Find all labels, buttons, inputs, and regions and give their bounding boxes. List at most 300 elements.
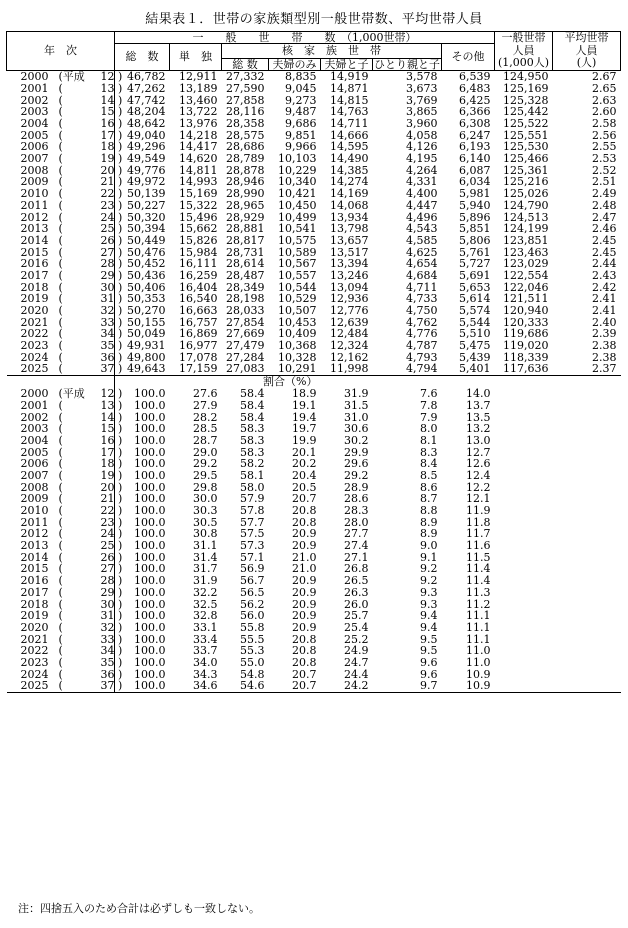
year-era: ( [58, 515, 63, 529]
count-cell: 123,463 [503, 245, 549, 259]
ratio-cell: 9.4 [420, 620, 438, 634]
count-cell: 27,083 [222, 363, 269, 375]
year-era: ( [58, 492, 63, 506]
year-close-paren: ) [114, 492, 123, 506]
ratio-cell: 56.2 [240, 597, 265, 611]
ratio-row [7, 540, 621, 552]
ratio-cell [495, 668, 553, 680]
table-title: 結果表１．世帯の家族類型別一般世帯数、平均世帯人員 [145, 12, 483, 27]
year-era: ( [58, 433, 63, 447]
year-western: 2004 [20, 117, 49, 131]
ratio-cell: 100.0 [134, 422, 166, 436]
year-western: 2014 [20, 550, 49, 564]
ratio-cell: 30.8 [193, 527, 218, 541]
year-era: ( [58, 597, 63, 611]
ratio-row [7, 551, 621, 563]
ratio-cell: 20.1 [292, 445, 317, 459]
ratio-cell: 11.5 [466, 550, 491, 564]
year-cell [7, 81, 123, 95]
ratio-cell: 8.6 [420, 480, 438, 494]
ratio-cell: 54.6 [222, 680, 269, 692]
ratio-cell: 32.5 [193, 597, 218, 611]
count-cell: 6,087 [459, 163, 491, 177]
count-cell: 2.51 [592, 175, 617, 189]
count-cell: 4,331 [406, 175, 438, 189]
ratio-cell [553, 481, 621, 493]
year-western: 2010 [20, 187, 49, 201]
ratio-cell [495, 551, 553, 563]
year-cell [7, 292, 123, 306]
count-cell: 17,159 [170, 363, 222, 375]
ratio-cell [553, 622, 621, 634]
count-cell: 3,865 [406, 105, 438, 119]
ratio-cell: 8.9 [420, 527, 438, 541]
count-cell: 124,790 [503, 198, 549, 212]
count-cell: 47,262 [127, 81, 166, 95]
year-era: ( [58, 457, 63, 471]
count-cell: 2.63 [592, 93, 617, 107]
ratio-cell: 12.6 [466, 457, 491, 471]
year-era-number: 36 [100, 350, 115, 364]
ratio-cell: 55.8 [240, 620, 265, 634]
ratio-cell: 9.6 [420, 655, 438, 669]
ratio-cell: 26.0 [344, 597, 369, 611]
year-close-paren: ) [114, 515, 123, 529]
count-cell: 2.38 [592, 339, 617, 353]
year-era: ( [58, 140, 63, 154]
count-cell: 123,029 [503, 257, 549, 271]
ratio-row [7, 516, 621, 528]
count-cell: 4,264 [406, 163, 438, 177]
year-era-number: 25 [100, 539, 115, 553]
ratio-cell: 8.4 [420, 457, 438, 471]
year-era-number: 28 [100, 257, 115, 271]
ratio-row [7, 435, 621, 447]
ratio-row [7, 575, 621, 587]
year-era-number: 32 [100, 304, 115, 318]
count-cell: 4,126 [406, 140, 438, 154]
ratio-cell: 55.5 [240, 632, 265, 646]
count-cell: 12,936 [330, 292, 369, 306]
ratio-cell: 10.9 [442, 680, 495, 692]
year-cell [7, 433, 123, 447]
year-close-paren: ) [114, 504, 123, 518]
header-pop-l1: 一般世帯 [501, 31, 546, 44]
ratio-cell: 29.8 [193, 480, 218, 494]
count-cell: 2.53 [592, 152, 617, 166]
header-avg-l2: 人員 [575, 43, 598, 57]
count-row [7, 83, 621, 95]
year-cell [7, 679, 123, 693]
ratio-cell: 100.0 [134, 585, 166, 599]
count-cell: 10,229 [278, 163, 317, 177]
ratio-cell: 20.8 [292, 644, 317, 658]
year-era-number: 28 [100, 574, 115, 588]
year-era: ( [58, 128, 63, 142]
year-western: 2009 [20, 492, 49, 506]
year-era: ( [58, 93, 63, 107]
ratio-cell [553, 435, 621, 447]
ratio-cell: 34.0 [193, 655, 218, 669]
year-era-number: 23 [100, 515, 115, 529]
ratio-cell: 100.0 [134, 667, 166, 681]
ratio-section [7, 375, 621, 388]
ratio-cell: 11.4 [466, 562, 491, 576]
year-western: 2002 [20, 93, 49, 107]
year-western: 2006 [20, 457, 49, 471]
year-cell [7, 585, 123, 599]
header-nuclear: 核 家 族 世 帯 [222, 44, 442, 59]
count-cell: 2.55 [592, 140, 617, 154]
ratio-cell: 11.1 [466, 609, 491, 623]
ratio-cell: 100.0 [134, 539, 166, 553]
year-western: 2016 [20, 257, 49, 271]
ratio-row [7, 481, 621, 493]
count-cell: 50,452 [127, 257, 166, 271]
ratio-cell: 7.8 [420, 398, 438, 412]
ratio-cell: 33.1 [193, 620, 218, 634]
ratio-cell: 8.8 [420, 504, 438, 518]
year-cell [7, 398, 123, 412]
count-cell: 14,218 [179, 128, 218, 142]
ratio-row [7, 423, 621, 435]
count-cell: 14,666 [330, 128, 369, 142]
count-cell: 4,684 [406, 268, 438, 282]
count-cell: 4,733 [406, 292, 438, 306]
count-cell: 28,731 [226, 245, 265, 259]
count-cell: 9,851 [285, 128, 317, 142]
ratio-cell [553, 575, 621, 587]
count-row [7, 293, 621, 305]
count-cell: 13,189 [179, 81, 218, 95]
year-close-paren: ) [114, 268, 123, 282]
year-cell [7, 597, 123, 611]
ratio-cell [495, 622, 553, 634]
count-cell: 16,757 [179, 315, 218, 329]
count-cell: 10,368 [278, 339, 317, 353]
count-cell: 2.37 [553, 363, 621, 375]
year-western: 2010 [20, 504, 49, 518]
year-era-number: 24 [100, 527, 115, 541]
ratio-cell: 31.9 [193, 574, 218, 588]
ratio-cell: 13.5 [466, 410, 491, 424]
header-total: 総 数 [115, 44, 170, 71]
count-cell: 10,421 [278, 187, 317, 201]
count-cell: 10,541 [278, 222, 317, 236]
year-western: 2021 [20, 315, 49, 329]
ratio-cell: 20.5 [292, 480, 317, 494]
count-cell: 27,858 [226, 93, 265, 107]
header-other: その他 [442, 44, 495, 71]
year-era-number: 30 [100, 280, 115, 294]
ratio-cell: 9.5 [420, 632, 438, 646]
year-western: 2013 [20, 539, 49, 553]
count-cell: 2.49 [592, 187, 617, 201]
ratio-cell: 11.3 [466, 585, 491, 599]
count-cell: 28,198 [226, 292, 265, 306]
year-era: (平成 [58, 70, 85, 84]
ratio-cell: 100.0 [134, 655, 166, 669]
year-close-paren: ) [114, 609, 123, 623]
count-cell: 49,040 [127, 128, 166, 142]
count-cell: 2.44 [592, 257, 617, 271]
count-cell: 12,911 [179, 70, 218, 84]
ratio-cell: 57.1 [240, 550, 265, 564]
count-cell: 10,557 [278, 268, 317, 282]
count-cell: 27,479 [226, 339, 265, 353]
ratio-cell: 14.0 [466, 387, 491, 401]
count-row [7, 340, 621, 352]
year-close-paren: ) [114, 362, 123, 376]
year-western: 2023 [20, 655, 49, 669]
count-cell: 2.46 [592, 222, 617, 236]
ratio-cell: 29.2 [193, 457, 218, 471]
ratio-cell: 13.2 [466, 422, 491, 436]
ratio-cell: 28.5 [193, 422, 218, 436]
year-cell [7, 667, 123, 681]
ratio-cell [553, 551, 621, 563]
year-western: 2009 [20, 175, 49, 189]
count-cell: 125,551 [503, 128, 549, 142]
year-era-number: 37 [100, 679, 115, 693]
count-cell: 2.42 [592, 280, 617, 294]
year-close-paren: ) [114, 327, 123, 341]
year-close-paren: ) [114, 257, 123, 271]
ratio-cell: 29.9 [344, 445, 369, 459]
ratio-cell: 55.3 [240, 644, 265, 658]
ratio-cell: 12.1 [466, 492, 491, 506]
ratio-header: 割合（%） [263, 375, 318, 389]
ratio-cell: 58.3 [240, 422, 265, 436]
year-close-paren: ) [114, 410, 123, 424]
year-western: 2025 [20, 679, 49, 693]
ratio-cell: 9.2 [420, 574, 438, 588]
count-cell: 5,544 [459, 315, 491, 329]
count-cell: 125,328 [503, 93, 549, 107]
ratio-cell: 13.0 [466, 433, 491, 447]
year-western: 2014 [20, 233, 49, 247]
count-cell: 5,806 [459, 233, 491, 247]
ratio-cell: 26.8 [344, 562, 369, 576]
count-cell: 3,960 [406, 117, 438, 131]
year-era-number: 18 [100, 457, 115, 471]
count-row [7, 199, 621, 211]
count-cell: 15,322 [179, 198, 218, 212]
count-cell: 5,510 [459, 327, 491, 341]
ratio-cell: 100.0 [134, 644, 166, 658]
year-cell [7, 468, 123, 482]
count-cell: 5,475 [459, 339, 491, 353]
count-cell: 10,453 [278, 315, 317, 329]
year-era: ( [58, 644, 63, 658]
count-cell: 28,789 [226, 152, 265, 166]
year-western: 2003 [20, 422, 49, 436]
count-cell: 125,026 [503, 187, 549, 201]
count-cell: 4,794 [373, 363, 442, 375]
count-cell: 16,404 [179, 280, 218, 294]
year-era-number: 26 [100, 550, 115, 564]
year-close-paren: ) [114, 398, 123, 412]
year-era-number: 33 [100, 315, 115, 329]
year-era: ( [58, 268, 63, 282]
year-era-number: 35 [100, 655, 115, 669]
ratio-cell: 24.2 [321, 680, 373, 692]
ratio-cell [553, 423, 621, 435]
count-cell: 123,851 [503, 233, 549, 247]
ratio-cell: 20.8 [292, 504, 317, 518]
count-cell: 15,662 [179, 222, 218, 236]
ratio-row [7, 399, 621, 411]
count-cell: 15,984 [179, 245, 218, 259]
year-close-paren: ) [114, 233, 123, 247]
year-western: 2024 [20, 350, 49, 364]
count-cell: 28,990 [226, 187, 265, 201]
year-era-number: 31 [100, 609, 115, 623]
ratio-cell [495, 540, 553, 552]
count-cell: 49,776 [127, 163, 166, 177]
year-western: 2011 [20, 515, 49, 529]
year-close-paren: ) [114, 187, 123, 201]
year-cell [7, 222, 123, 236]
year-western: 2011 [20, 198, 49, 212]
year-western: 2021 [20, 632, 49, 646]
year-era-number: 19 [100, 152, 115, 166]
year-era: ( [58, 550, 63, 564]
count-cell: 28,686 [226, 140, 265, 154]
year-close-paren: ) [114, 387, 123, 401]
count-cell: 2.60 [592, 105, 617, 119]
year-era: ( [58, 468, 63, 482]
year-era: ( [58, 339, 63, 353]
year-era: ( [58, 163, 63, 177]
ratio-cell [553, 680, 621, 692]
year-era-number: 20 [100, 480, 115, 494]
count-cell: 9,686 [285, 117, 317, 131]
year-era: ( [58, 655, 63, 669]
ratio-cell: 30.2 [344, 433, 369, 447]
year-close-paren: ) [114, 292, 123, 306]
year-western: 2001 [20, 398, 49, 412]
ratio-cell: 28.6 [344, 492, 369, 506]
count-cell: 16,869 [179, 327, 218, 341]
count-cell: 2.41 [592, 292, 617, 306]
count-cell: 4,400 [406, 187, 438, 201]
ratio-cell: 19.9 [292, 433, 317, 447]
count-cell: 14,763 [330, 105, 369, 119]
ratio-cell: 100.0 [134, 387, 166, 401]
ratio-cell: 20.8 [292, 655, 317, 669]
count-cell: 47,742 [127, 93, 166, 107]
year-era: ( [58, 585, 63, 599]
ratio-cell [495, 598, 553, 610]
ratio-cell: 100.0 [134, 515, 166, 529]
count-cell: 6,140 [459, 152, 491, 166]
ratio-cell: 20.7 [292, 667, 317, 681]
ratio-cell: 31.1 [193, 539, 218, 553]
count-cell: 10,529 [278, 292, 317, 306]
year-western: 2024 [20, 667, 49, 681]
count-cell: 50,320 [127, 210, 166, 224]
year-era-number: 15 [100, 105, 115, 119]
year-close-paren: ) [114, 422, 123, 436]
header-pop [495, 32, 553, 71]
count-cell: 124,513 [503, 210, 549, 224]
ratio-cell: 11.2 [466, 597, 491, 611]
count-cell: 27,332 [226, 70, 265, 84]
ratio-row [7, 493, 621, 505]
year-western: 2001 [20, 81, 49, 95]
year-cell [7, 70, 123, 84]
year-era-number: 22 [100, 504, 115, 518]
count-cell: 4,776 [406, 327, 438, 341]
count-cell: 28,033 [226, 304, 265, 318]
count-cell: 14,417 [179, 140, 218, 154]
ratio-cell [553, 399, 621, 411]
year-close-paren: ) [114, 152, 123, 166]
count-cell: 28,929 [226, 210, 265, 224]
count-cell: 28,881 [226, 222, 265, 236]
ratio-cell: 28.7 [193, 433, 218, 447]
year-era: ( [58, 480, 63, 494]
ratio-cell: 100.0 [134, 527, 166, 541]
year-western: 2003 [20, 105, 49, 119]
count-cell: 124,199 [503, 222, 549, 236]
count-cell: 4,625 [406, 245, 438, 259]
ratio-cell: 57.5 [240, 527, 265, 541]
year-era: ( [58, 292, 63, 306]
ratio-row [7, 446, 621, 458]
ratio-cell: 8.0 [420, 422, 438, 436]
year-cell [7, 327, 123, 341]
count-cell: 9,487 [285, 105, 317, 119]
count-cell: 48,204 [127, 105, 166, 119]
year-era: ( [58, 245, 63, 259]
year-close-paren: ) [114, 620, 123, 634]
count-cell: 14,490 [330, 152, 369, 166]
year-era-number: 22 [100, 187, 115, 201]
year-western: 2018 [20, 280, 49, 294]
count-cell: 17,078 [179, 350, 218, 364]
ratio-cell [495, 493, 553, 505]
year-cell [7, 304, 123, 318]
year-cell [7, 233, 123, 247]
ratio-cell [553, 633, 621, 645]
count-row [7, 141, 621, 153]
year-close-paren: ) [114, 679, 123, 693]
count-cell: 50,353 [127, 292, 166, 306]
ratio-cell: 29.6 [344, 457, 369, 471]
ratio-cell: 31.5 [344, 398, 369, 412]
count-cell: 50,049 [127, 327, 166, 341]
ratio-cell: 11.7 [466, 527, 491, 541]
count-cell: 14,919 [330, 70, 369, 84]
ratio-cell: 20.8 [292, 632, 317, 646]
ratio-cell: 56.7 [240, 574, 265, 588]
count-cell: 27,854 [226, 315, 265, 329]
count-cell: 4,496 [406, 210, 438, 224]
count-cell: 9,273 [285, 93, 317, 107]
count-cell: 28,946 [226, 175, 265, 189]
year-western: 2002 [20, 410, 49, 424]
year-cell [7, 257, 123, 271]
ratio-cell: 29.0 [193, 445, 218, 459]
count-row [7, 270, 621, 282]
ratio-cell: 9.0 [420, 539, 438, 553]
ratio-cell [495, 586, 553, 598]
year-era-number: 19 [100, 468, 115, 482]
ratio-row [7, 458, 621, 470]
year-cell [7, 539, 123, 553]
